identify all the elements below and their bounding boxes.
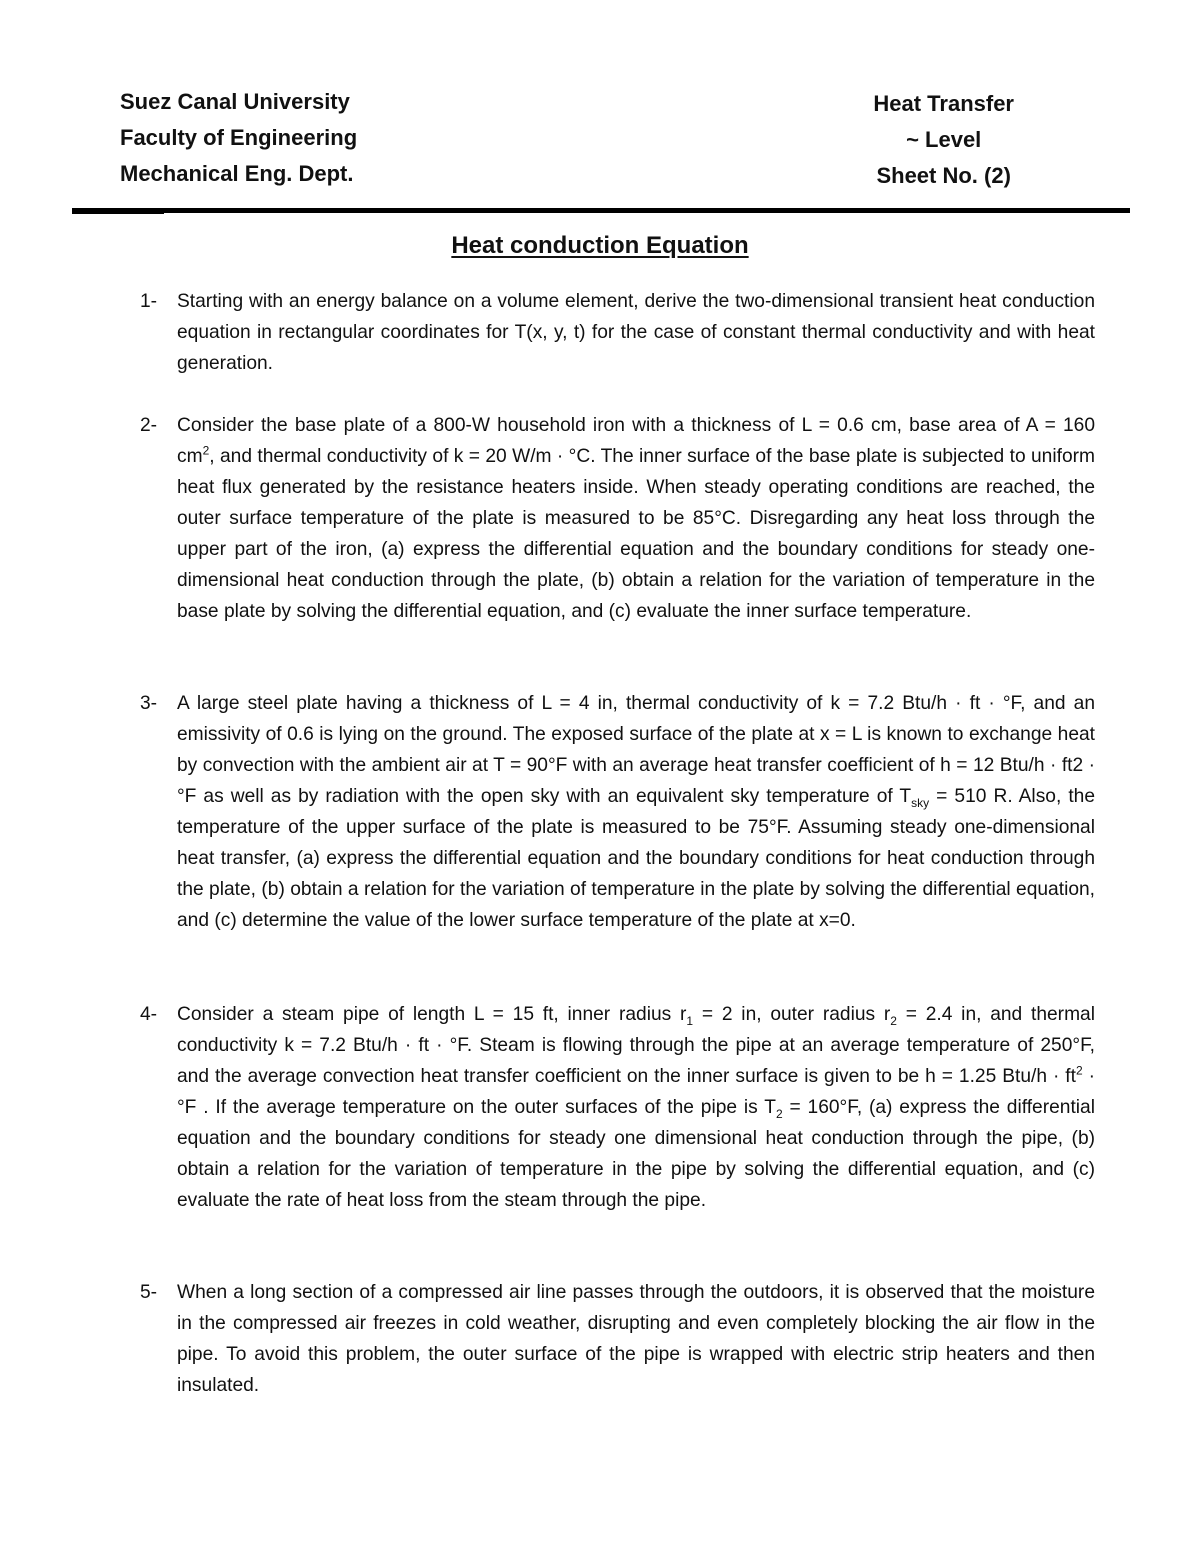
question-text: Starting with an energy balance on a volume element, derive the two-dimensional transient heat conduction equation in rectangular coordinates for T(x, y, t) for the case of constant thermal conductivity and with heat generation.: [177, 291, 1095, 374]
question-3: [140, 688, 1095, 936]
question-number: 2-: [140, 415, 158, 436]
question-1: [140, 286, 1095, 379]
header-right: [873, 86, 1014, 194]
sheet-number: Sheet No. (2): [876, 163, 1011, 188]
question-2: [140, 410, 1095, 627]
page-title: Heat conduction Equation: [451, 232, 749, 259]
question-number: 5-: [140, 1282, 158, 1303]
question-number: 3-: [140, 693, 158, 714]
header-divider: [72, 208, 1130, 213]
course-name: Heat Transfer: [873, 91, 1014, 116]
department-name: Mechanical Eng. Dept.: [120, 161, 354, 186]
header-left: [120, 84, 357, 192]
faculty-name: Faculty of Engineering: [120, 125, 358, 150]
university-name: Suez Canal University: [120, 89, 350, 114]
header-divider-accent: [72, 212, 164, 214]
question-text: Consider the base plate of a 800-W household iron with a thickness of L = 0.6 cm, base area of A = 160 $cm^2$, and thermal conductivity of k = 20 W/m · °C. The inner surface of the base plate is subjected to uniform heat flux generated by the resistance heaters inside. When steady operating conditions are reached, the outer surface temperature of the plate is measured to be 85°C. Disregarding any heat loss through the upper part of the iron, (a) express the differential equation and the boundary conditions for steady one-dimensional heat conduction through the plate, (b) obtain a relation for the variation of temperature in the base plate by solving the differential equation, and (c) evaluate the inner surface temperature.: [177, 415, 1095, 622]
question-text: When a long section of a compressed air line passes through the outdoors, it is observed that the moisture in the compressed air freezes in cold weather, disrupting and even completely blocking the air flow in the pipe. To avoid this problem, the outer surface of the pipe is wrapped with electric strip heaters and then insulated.: [177, 1282, 1095, 1396]
question-4: [140, 999, 1095, 1216]
question-number: 1-: [140, 291, 158, 312]
question-5: [140, 1277, 1095, 1401]
question-number: 4-: [140, 1004, 158, 1025]
question-text: A large steel plate having a thickness of L = 4 in, thermal conductivity of k = 7.2 Btu/h · ft · °F, and an emissivity of 0.6 is lying on the ground. The exposed surface of the plate at x = L is known to exchange heat by convection with the ambient air at T = 90°F with an average heat transfer coefficient of h = 12 Btu/h · ft2 · °F as well as by radiation with the open sky with an equivalent sky temperature of $T_{sky} = 510$ R. Also, the temperature of the upper surface of the plate is measured to be 75°F. Assuming steady one-dimensional heat transfer, (a) express the differential equation and the boundary conditions for heat conduction through the plate, (b) obtain a relation for the variation of temperature in the plate by solving the differential equation, and (c) determine the value of the lower surface temperature of the plate at x=0.: [177, 693, 1095, 931]
course-level: ~ Level: [906, 127, 982, 152]
question-text: Consider a steam pipe of length L = 15 ft, inner radius $r_1 = 2$ in, outer radius $r_2 = 2.4$ in, and thermal conductivity k = 7.2 Btu/h · ft · °F. Steam is flowing through the pipe at an average temperature of 250°F, and the average convection heat transfer coefficient on the inner surface is given to be h = 1.25 $Btu/h \cdot ft^2 \cdot ^\circ F$ . If the average temperature on the outer surfaces of the pipe is $T_2 = 160^\circ F$, (a) express the differential equation and the boundary conditions for steady one dimensional heat conduction through the pipe, (b) obtain a relation for the variation of temperature in the pipe by solving the differential equation, and (c) evaluate the rate of heat loss from the steam through the pipe.: [177, 1004, 1095, 1211]
